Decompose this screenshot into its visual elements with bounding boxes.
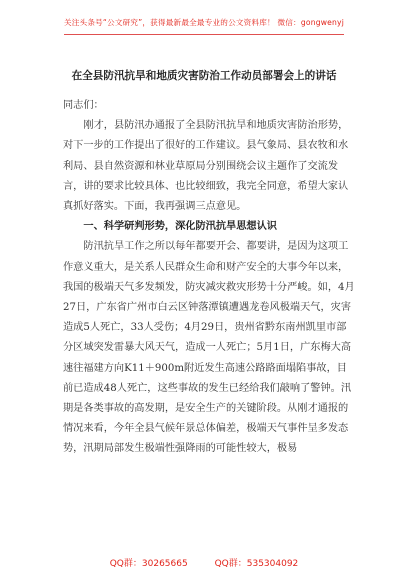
header-promo-note: 关注头条号“公文研究”，获得最新最全最专业的公文资料库！ 微信：gongwenyj	[63, 18, 345, 27]
footer-qq-group-2: QQ群：535304092	[214, 559, 299, 569]
paragraph-section-1: 防汛抗旱工作之所以每年都要开会、都要讲，是因为这项工作意义重大，是关系人民群众生命和财产安全的大事今年以来，我国的极端天气多发频发，防灾减灾救灾形势十分严峻。如，4月27日，广东省广州市白云区钟落潭镇遭遇龙卷风极端天气，灾害造成5人死亡，33人受伤；4月29日，贵州省黔东南州凯里市部分区域突发雷暴大风天气，造成一人死亡；5月1日，广东梅大高速往福建方向K11＋900m附近发生高速公路路面塌陷事故，目前已造成48人死亡，这些事故的发生已经给我们敲响了警钟。汛期是各类事故的高发期，是安全生产的关键阶段。从刚才通报的情况来看，今年全县气候年景总体偏差，极端天气事件呈多发态势，汛期局部发生极端性强降雨的可能性较大，极易	[63, 241, 355, 455]
footer-contact	[0, 556, 408, 569]
document-title: 在全县防汛抗旱和地质灾害防治工作动员部署会上的讲话	[71, 70, 337, 82]
document-body	[63, 96, 355, 460]
paragraph-intro: 刚才，县防汛办通报了全县防汛抗旱和地质灾害防治形势，对下一步的工作提出了很好的工作建议。县气象局、县农牧和水利局、县自然资源和林业草原局分别围绕会议主题作了交流发言，讲的要求比较具体、也比较细致，我完全同意，希望大家认真抓好落实。下面，我再强调三点意见。	[63, 120, 349, 213]
salutation: 同志们：	[63, 100, 104, 111]
header-divider	[64, 34, 344, 35]
section-heading-1: 一、科学研判形势，深化防汛抗旱思想认识	[83, 221, 277, 233]
footer-qq-group-1: QQ群：30265665	[109, 559, 188, 569]
